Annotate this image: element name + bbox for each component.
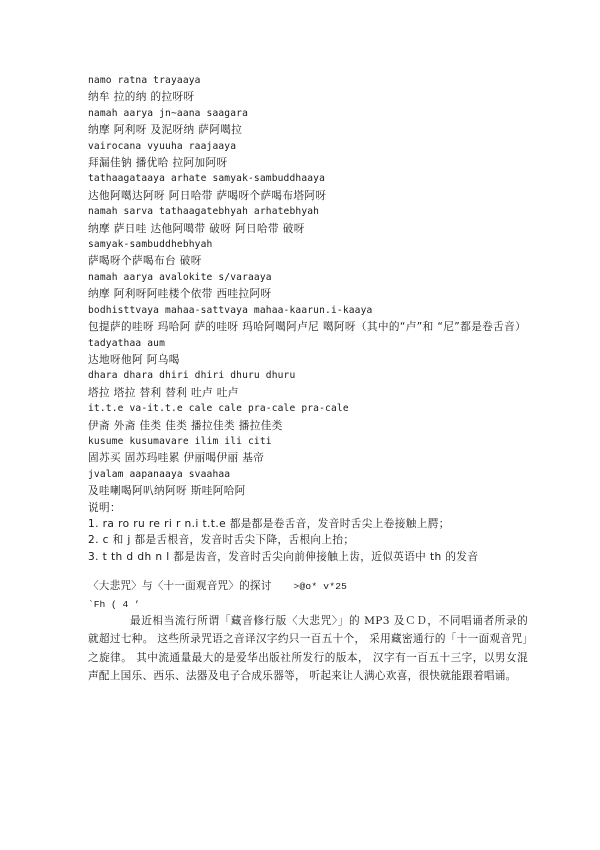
romanized-line: vairocana vyuuha raajaaya <box>88 140 237 152</box>
romanized-line: samyak-sambuddhebhyah <box>88 239 213 251</box>
chinese-line: 纳摩 阿利呀 及泥呀纳 萨阿噶拉 <box>88 124 243 137</box>
chinese-line: 伊斋 外斋 佳类 佳类 播拉佳类 播拉佳类 <box>88 419 283 432</box>
romanized-line: kusume kusumavare ilim ili citi <box>88 435 272 447</box>
romanized-line: namah sarva tathaagatebhyah arhatebhyah <box>88 206 320 218</box>
chinese-line: 达地呀他阿 阿乌喝 <box>88 353 180 366</box>
romanized-line: jvalam aapanaaya svaahaa <box>88 468 231 480</box>
romanized-line: namah aarya avalokite s/varaaya <box>88 271 272 283</box>
article-title-line <box>88 577 528 597</box>
chinese-line: 1. ra ro ru re ri r n.i t.t.e 都是都是卷舌音，发音时舌尖上卷接触上腭； <box>88 517 450 530</box>
romanized-line: it.t.e va-it.t.e cale cale pra-cale pra-cale <box>88 403 349 415</box>
chinese-line: 包提萨的哇呀 玛哈阿 萨的哇呀 玛哈阿噶阿卢尼 噶阿呀（其中的“卢”和 “尼”都是卷舌音） <box>88 321 527 334</box>
article-title: 〈大悲咒〉与〈十一面观音咒〉的探讨 <box>88 580 272 592</box>
chinese-line: 拜漏佳钠 播优哈 拉阿加阿呀 <box>88 157 228 170</box>
romanized-line: namo ratna trayaaya <box>88 75 201 86</box>
chinese-line: 及哇喇喝阿叭纳阿呀 斯哇阿哈阿 <box>88 485 246 498</box>
chinese-line: 萨喝呀个萨喝布台 破呀 <box>88 255 202 268</box>
chinese-line: 固苏买 固苏玛哇累 伊丽喝伊丽 基帝 <box>88 452 265 465</box>
romanized-line: tadyathaa aum <box>88 337 166 349</box>
romanized-line: bodhisttvaya mahaa-sattvaya mahaa-kaarun.i-kaaya <box>88 304 373 316</box>
chinese-line: 达他阿噶达阿呀 阿日哈带 萨喝呀个萨喝布塔阿呀 <box>88 189 327 202</box>
chinese-line: 纳牟 拉的纳 的拉呀呀 <box>88 91 195 104</box>
ocr-noise: >@o* v*25 <box>293 581 348 592</box>
chinese-line: 3. t th d dh n l 都是齿音，发音时舌尖向前伸接触上齿，近似英语中 th 的发音 <box>88 550 479 563</box>
chinese-line: 2. c 和 j 都是舌根音，发音时舌尖下降，舌根向上抬； <box>88 534 355 547</box>
romanized-line: tathaagataaya arhate samyak-sambuddhaaya <box>88 173 326 185</box>
chinese-line: 说明： <box>88 501 121 514</box>
mantra-text <box>88 73 568 565</box>
ocr-noise-line: `Fh ( 4 ’ <box>88 598 140 610</box>
romanized-line: namah aarya jn~aana saagara <box>88 107 248 119</box>
chinese-line: 纳摩 萨日哇 达他阿噶带 破呀 阿日哈带 破呀 <box>88 222 305 235</box>
chinese-line: 塔拉 塔拉 替利 替利 吐卢 吐卢 <box>88 386 239 399</box>
chinese-line: 纳摩 阿利呀阿哇楼个依带 西哇拉阿呀 <box>88 288 272 301</box>
article-section <box>88 577 528 686</box>
romanized-line: dhara dhara dhiri dhiri dhuru dhuru <box>88 370 296 382</box>
article-paragraph: 最近相当流行所谓「藏音修行版〈大悲咒〉」的 MP3 及ＣＤ，不同唱诵者所录的就超过七种。 这些所录咒语之音译汉字约只一百五十个， 采用藏密通行的「十一面观音咒」之旋律。 其中流通量最大的是爱华出版社所发行的版本， 汉字有一百五十三字，以男女混声配上国乐、西乐、法器及电子合成乐器等， 听起来让人满心欢喜，很快就能跟着唱诵。 <box>88 614 528 682</box>
